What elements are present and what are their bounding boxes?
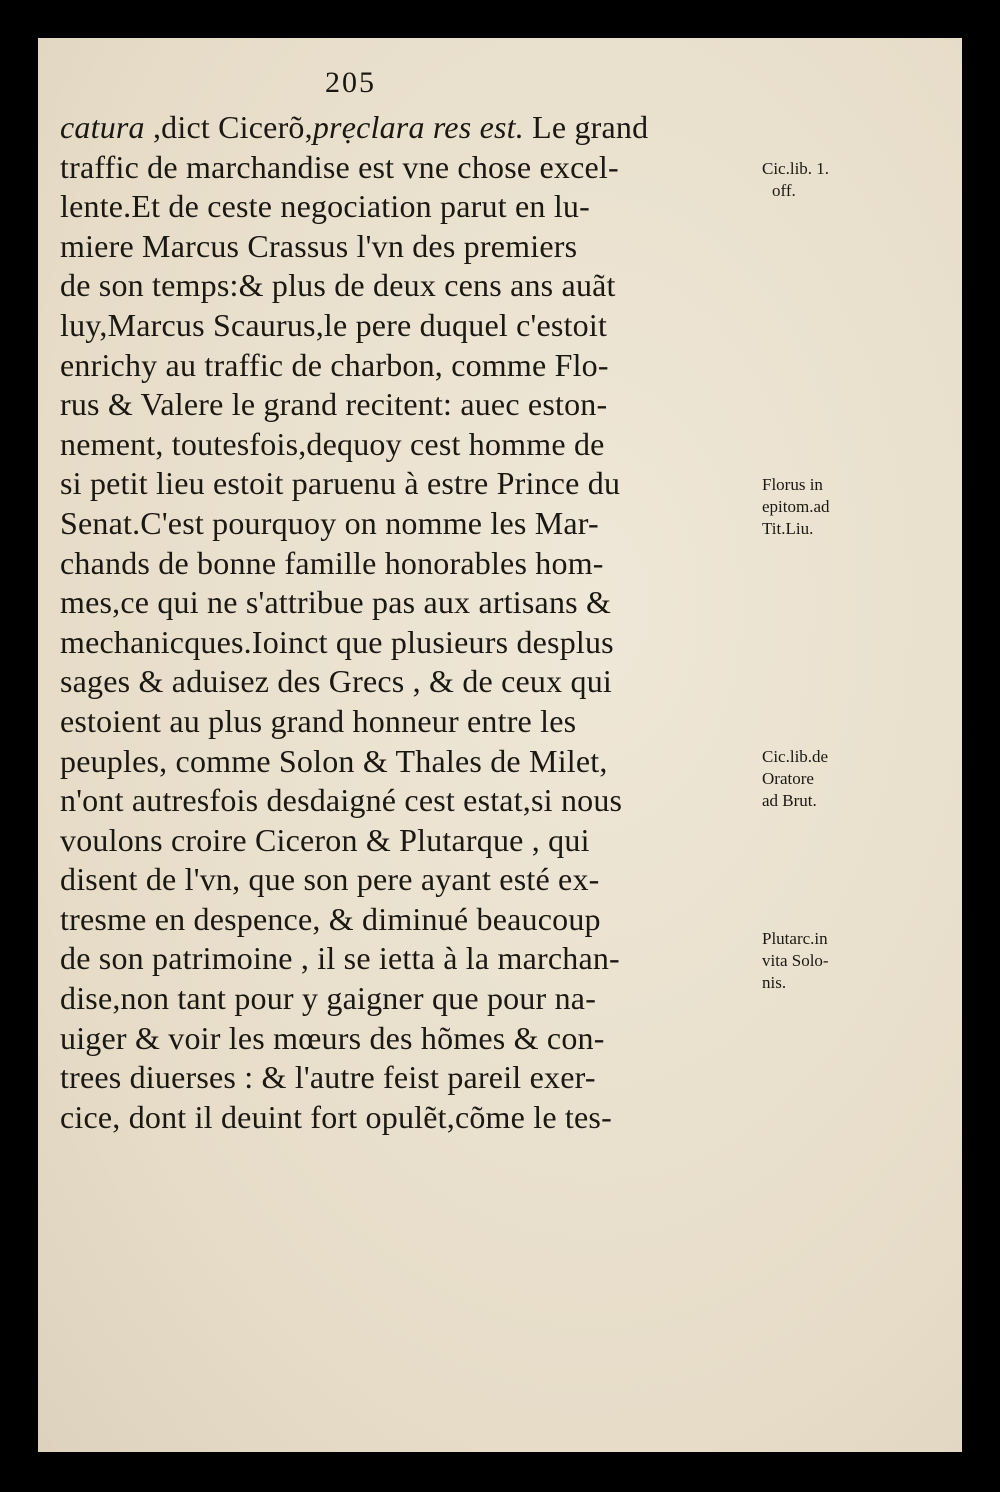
text-line: n'ont autresfois desdaigné cest estat,si nous bbox=[60, 782, 623, 819]
marginal-note bbox=[762, 746, 828, 812]
text-line: lente.Et de ceste negociation parut en lu- bbox=[60, 188, 590, 225]
text-line: voulons croire Ciceron & Plutarque , qui bbox=[60, 821, 590, 858]
text-line: uiger & voir les mœurs des hõmes & con- bbox=[60, 1019, 605, 1056]
text-line: sages & aduisez des Grecs , & de ceux qui bbox=[60, 663, 613, 700]
text-line: trees diuerses : & l'autre feist pareil exer- bbox=[60, 1059, 596, 1096]
text-line: luy,Marcus Scaurus,le pere duquel c'estoit bbox=[60, 306, 608, 343]
note-line: Cic.lib. 1. bbox=[762, 159, 830, 178]
note-line: Oratore bbox=[762, 769, 814, 788]
note-line: epitom.ad bbox=[762, 497, 830, 516]
text-line: rus & Valere le grand recitent: auec eston- bbox=[60, 386, 608, 423]
text-segment: ,dict Cicerõ, bbox=[144, 109, 313, 145]
text-line: mechanicques.Ioinct que plusieurs desplus bbox=[60, 623, 614, 660]
note-line: Tit.Liu. bbox=[762, 519, 814, 538]
marginal-note bbox=[762, 928, 829, 994]
text-line: de son temps:& plus de deux cens ans auãt bbox=[60, 267, 616, 304]
text-line: chands de bonne famille honorables hom- bbox=[60, 544, 604, 581]
text-line: enrichy au traffic de charbon, comme Flo- bbox=[60, 346, 609, 383]
note-line: ad Brut. bbox=[762, 791, 817, 810]
note-line: nis. bbox=[762, 973, 787, 992]
marginal-note bbox=[762, 158, 829, 202]
text-line: peuples, comme Solon & Thales de Milet, bbox=[60, 742, 608, 779]
main-text bbox=[60, 108, 760, 1137]
text-line: Senat.C'est pourquoy on nomme les Mar- bbox=[60, 504, 599, 541]
text-line: miere Marcus Crassus l'vn des premiers bbox=[60, 227, 578, 264]
text-line: disent de l'vn, que son pere ayant esté ex- bbox=[60, 861, 600, 898]
text-line: tresme en despence, & diminué beaucoup bbox=[60, 900, 601, 937]
text-line: cice, dont il deuint fort opulẽt,cõme le tes- bbox=[60, 1098, 612, 1135]
text-line: traffic de marchandise est vne chose excel- bbox=[60, 148, 619, 185]
text-line bbox=[60, 108, 760, 148]
note-line: vita Solo- bbox=[762, 951, 829, 970]
note-line: Plutarc.in bbox=[762, 929, 828, 948]
italic-word: catura bbox=[60, 109, 145, 145]
page-number: 205 bbox=[325, 66, 376, 99]
text-line: de son patrimoine , il se ietta à la marchan- bbox=[60, 940, 620, 977]
text-line: mes,ce qui ne s'attribue pas aux artisans & bbox=[60, 584, 612, 621]
text-line: nement, toutesfois,dequoy cest homme de bbox=[60, 425, 605, 462]
italic-quote: prẹclara res est. bbox=[312, 109, 524, 145]
text-line: dise,non tant pour y gaigner que pour na- bbox=[60, 980, 597, 1017]
text-line: estoient au plus grand honneur entre les bbox=[60, 702, 577, 739]
note-line: off. bbox=[772, 181, 796, 200]
note-line: Cic.lib.de bbox=[762, 747, 829, 766]
text-line: si petit lieu estoit paruenu à estre Prince du bbox=[60, 465, 621, 502]
text-segment: Le grand bbox=[523, 109, 649, 145]
marginal-note bbox=[762, 474, 830, 540]
note-line: Florus in bbox=[762, 475, 823, 494]
